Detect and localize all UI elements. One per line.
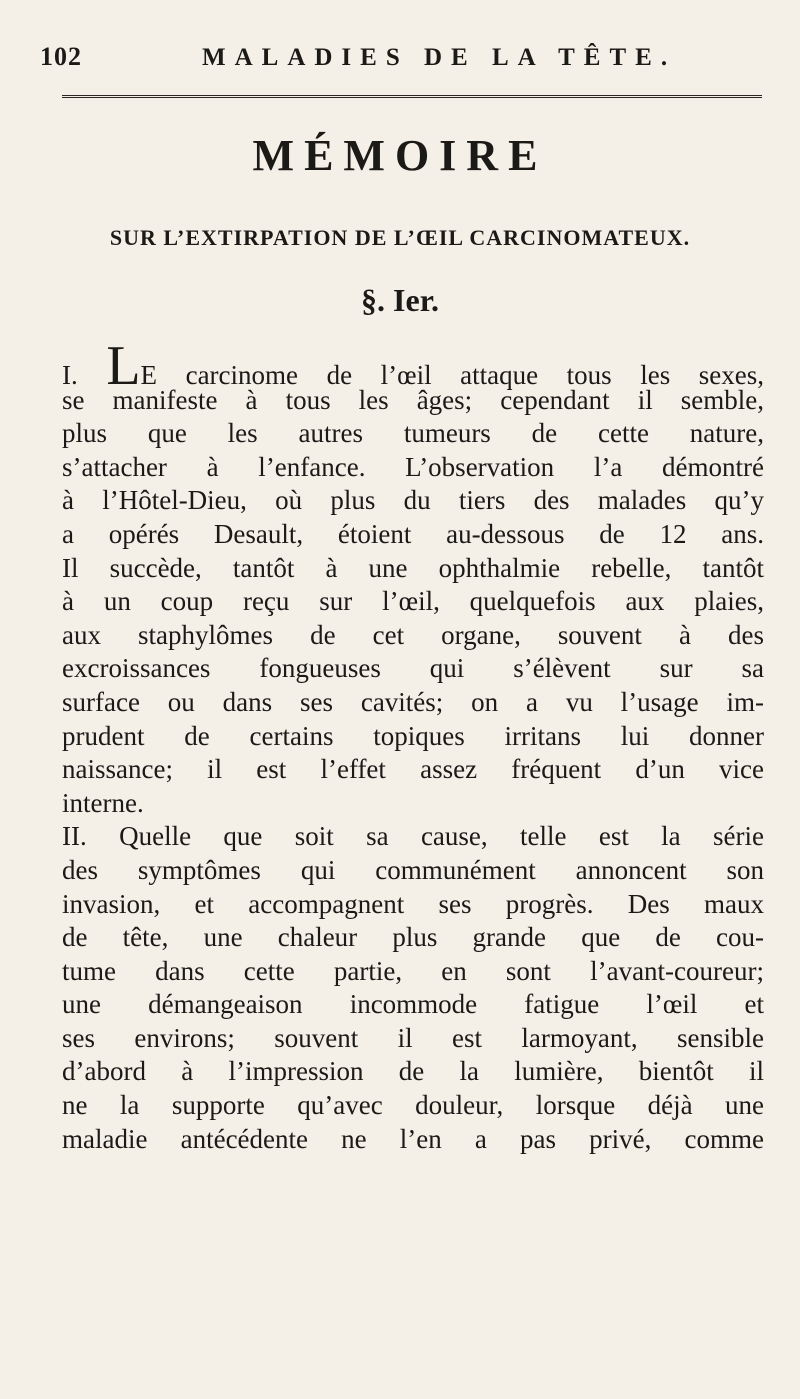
memoir-title: MÉMOIRE <box>252 131 548 180</box>
text-line: aux staphylômes de cet organe, souvent à des <box>62 619 764 650</box>
text-line: surface ou dans ses cavités; on a vu l’usage im- <box>62 686 764 717</box>
text-line: des symptômes qui communément annoncent son <box>62 854 764 885</box>
text-line: Il succède, tantôt à une ophthalmie rebelle, tantôt <box>62 552 764 583</box>
text-line: tume dans cette partie, en sont l’avant-coureur; <box>62 955 764 986</box>
text-line: se manifeste à tous les âges; cependant il semble, <box>62 384 764 415</box>
text-line: invasion, et accompagnent ses progrès. Des maux <box>62 888 764 919</box>
text-line: naissance; il est l’effet assez fréquent d’un vice <box>62 754 764 785</box>
text-line: maladie antécédente ne l’en a pas privé, comme <box>62 1123 764 1154</box>
text-line: s’attacher à l’enfance. L’observation l’a démontré <box>62 451 764 482</box>
running-title: MALADIES DE LA TÊTE. <box>202 44 677 71</box>
section-heading: §. Ier. <box>361 282 439 318</box>
text-line: une démangeaison incommode fatigue l’œil et <box>62 989 764 1020</box>
text-line: prudent de certains topiques irritans lui donner <box>62 720 764 751</box>
text-line: II. Quelle que soit sa cause, telle est la série <box>62 821 764 852</box>
header-rule <box>62 95 762 98</box>
memoir-subtitle: SUR L’EXTIRPATION DE L’ŒIL CARCINOMATEUX. <box>109 225 691 250</box>
paragraph-number: I. <box>62 360 78 390</box>
first-line-text: E carcinome de l’œil attaque tous les sexes, <box>140 360 765 390</box>
text-line: de tête, une chaleur plus grande que de cou- <box>62 922 764 953</box>
text-line: a opérés Desault, étoient au-dessous de 12 ans. <box>62 518 764 549</box>
text-line: interne. <box>62 787 144 818</box>
text-line: ne la supporte qu’avec douleur, lorsque déjà une <box>62 1090 764 1121</box>
text-line: plus que les autres tumeurs de cette nature, <box>62 418 764 449</box>
text-line: ses environs; souvent il est larmoyant, sensible <box>62 1022 764 1053</box>
drop-cap: L <box>106 335 141 397</box>
paragraph-1-first-line <box>62 335 765 397</box>
running-head <box>40 42 760 82</box>
text-line: à l’Hôtel-Dieu, où plus du tiers des malades qu’y <box>62 485 764 516</box>
body-text <box>62 335 765 1156</box>
page-number: 102 <box>40 42 82 71</box>
text-line: à un coup reçu sur l’œil, quelquefois aux plaies, <box>62 586 764 617</box>
text-line: d’abord à l’impression de la lumière, bientôt il <box>62 1056 764 1087</box>
text-line: excroissances fongueuses qui s’élèvent sur sa <box>62 653 764 684</box>
